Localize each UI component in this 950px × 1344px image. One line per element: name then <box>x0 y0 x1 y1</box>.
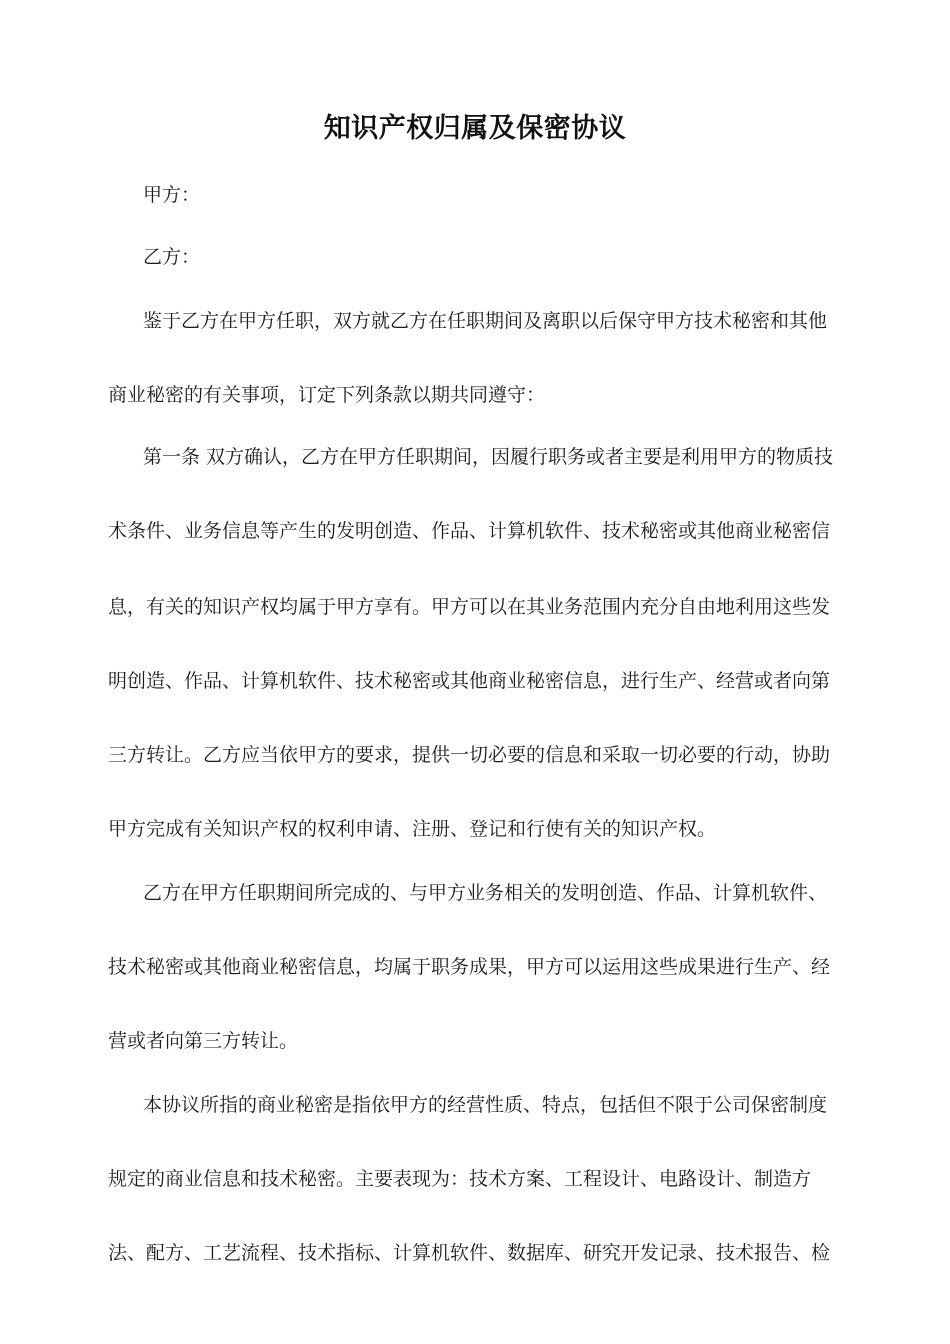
paragraph-3-line-2: 规定的商业信息和技术秘密。主要表现为：技术方案、工程设计、电路设计、制造方 <box>108 1168 812 1190</box>
preamble-line-1: 鉴于乙方在甲方任职，双方就乙方在任职期间及离职以后保守甲方技术秘密和其他 <box>143 310 828 332</box>
article-1-line-3: 息，有关的知识产权均属于甲方享有。甲方可以在其业务范围内充分自由地利用这些发 <box>108 596 831 618</box>
paragraph-2-line-2: 技术秘密或其他商业秘密信息，均属于职务成果，甲方可以运用这些成果进行生产、经 <box>108 956 831 978</box>
article-1-line-6: 甲方完成有关知识产权的权利申请、注册、登记和行使有关的知识产权。 <box>108 818 717 840</box>
party-b-line: 乙方： <box>143 246 201 268</box>
paragraph-2-line-3: 营或者向第三方转让。 <box>108 1030 299 1052</box>
paragraph-2-line-1: 乙方在甲方任职期间所完成的、与甲方业务相关的发明创造、作品、计算机软件、 <box>143 882 828 904</box>
party-a-line: 甲方： <box>143 184 201 206</box>
article-1-line-4: 明创造、作品、计算机软件、技术秘密或其他商业秘密信息，进行生产、经营或者向第 <box>108 670 831 692</box>
article-1-line-5: 三方转让。乙方应当依甲方的要求，提供一切必要的信息和采取一切必要的行动，协助 <box>108 744 831 766</box>
article-1-line-1: 第一条 双方确认，乙方在甲方任职期间，因履行职务或者主要是利用甲方的物质技 <box>143 446 834 468</box>
paragraph-3-line-3: 法、配方、工艺流程、技术指标、计算机软件、数据库、研究开发记录、技术报告、检 <box>108 1242 831 1264</box>
preamble-line-2: 商业秘密的有关事项，订定下列条款以期共同遵守： <box>108 384 546 406</box>
paragraph-3-line-1: 本协议所指的商业秘密是指依甲方的经营性质、特点，包括但不限于公司保密制度 <box>143 1094 828 1116</box>
document-title: 知识产权归属及保密协议 <box>323 113 627 144</box>
article-1-line-2: 术条件、业务信息等产生的发明创造、作品、计算机软件、技术秘密或其他商业秘密信 <box>108 520 831 542</box>
